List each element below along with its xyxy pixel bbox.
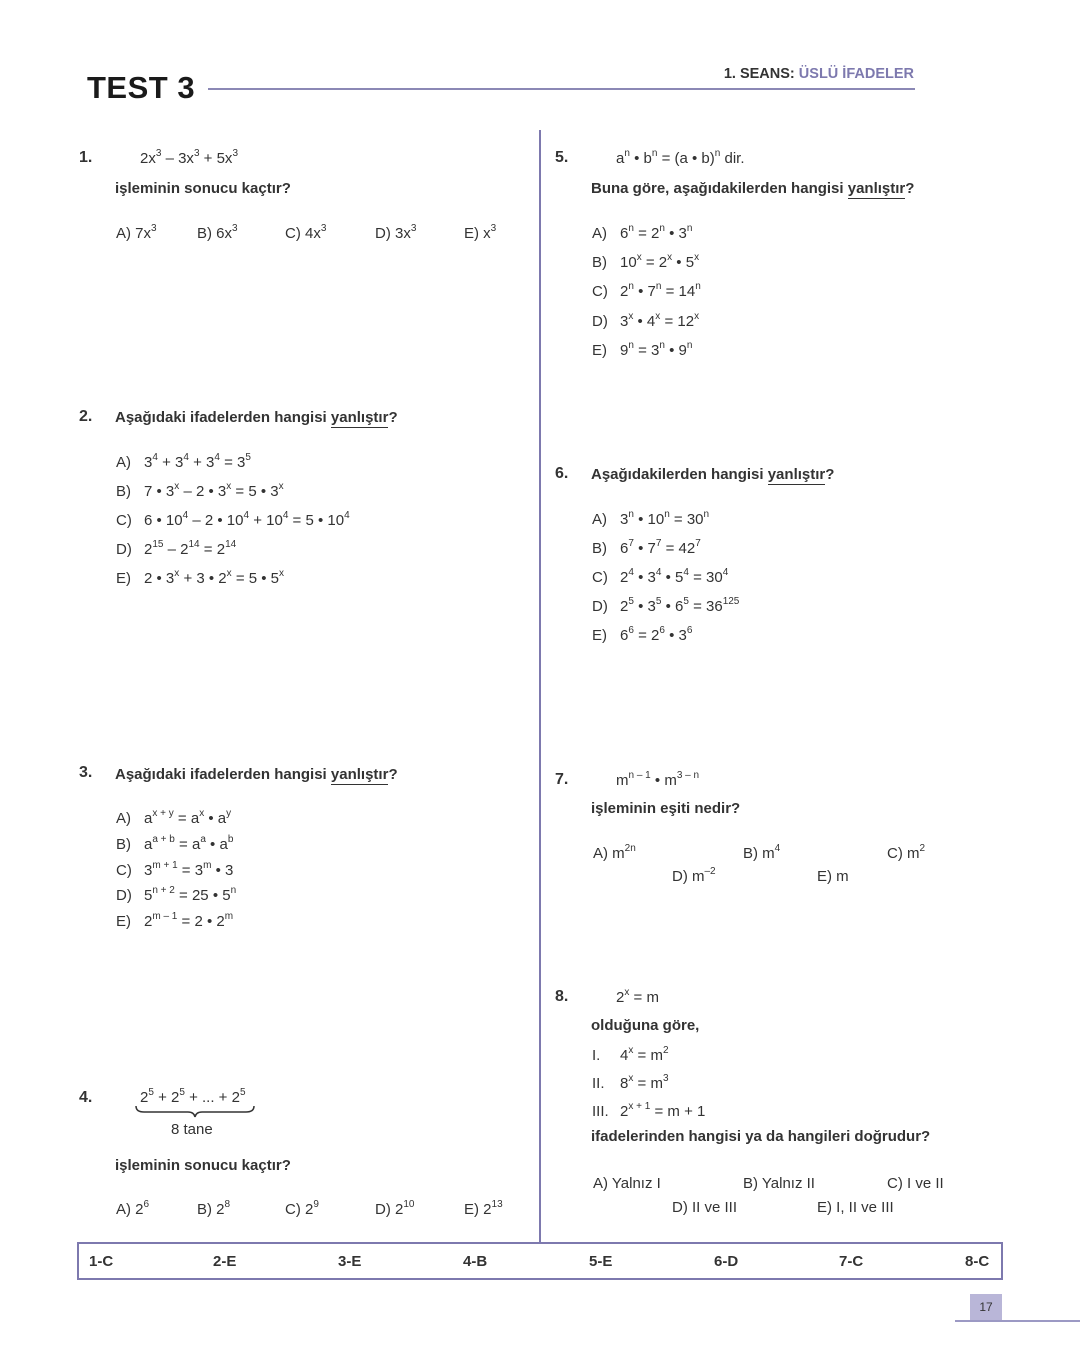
question-2-option-e[interactable]: E) 2 • $3^x + 3$ • $2^x = 5$ • 5$^x$ bbox=[116, 568, 285, 587]
question-3-option-d[interactable]: D) $5^{n + 2} = 25$ • 5$^n$ bbox=[116, 885, 237, 904]
question-3-option-c[interactable]: C) $3^{m + 1} = 3^m$ • 3 bbox=[116, 860, 234, 879]
answer-key-3: 3-E bbox=[338, 1253, 362, 1270]
question-1-option-a[interactable]: A) $7x^3$ bbox=[116, 223, 157, 242]
question-6-option-b[interactable]: B) $6^7$ • $7^7 = 42^7$ bbox=[592, 538, 701, 557]
question-7-option-d[interactable]: D) $m^{-2}$ bbox=[672, 866, 716, 885]
page-number: 17 bbox=[970, 1294, 1002, 1320]
question-5-option-d[interactable]: D) 3$^x$ • $4^x = 12^x$ bbox=[592, 311, 700, 330]
question-1-stem: işleminin sonucu kaçtır? bbox=[115, 180, 291, 197]
question-8-stem: ifadelerinden hangisi ya da hangileri doğrudur? bbox=[591, 1128, 931, 1145]
question-5-option-a[interactable]: A) $6^n = 2^n$ • 3$^n$ bbox=[592, 223, 693, 242]
question-5-option-b[interactable]: B) $10^x = 2^x$ • 5$^x$ bbox=[592, 252, 700, 271]
question-6-option-c[interactable]: C) $2^4$ • $3^4$ • $5^4 = 30^4$ bbox=[592, 567, 729, 586]
question-8-option-c[interactable]: C) I ve II bbox=[887, 1175, 944, 1192]
question-4-option-a[interactable]: A) $2^6$ bbox=[116, 1199, 150, 1218]
answer-key-4: 4-B bbox=[463, 1253, 488, 1270]
question-8-statement-2: II. $8^x = m^3$ bbox=[592, 1073, 669, 1092]
test-title: TEST 3 bbox=[87, 70, 196, 105]
question-7-option-b[interactable]: B) $m^4$ bbox=[743, 843, 781, 862]
question-4-option-d[interactable]: D) $2^{10}$ bbox=[375, 1199, 415, 1218]
question-7-number: 7. bbox=[555, 771, 569, 788]
question-7-expression: $m^{n - 1}$ • $m^{3 - n}$ bbox=[616, 770, 700, 789]
question-1-option-b[interactable]: B) $6x^3$ bbox=[197, 223, 238, 242]
question-3-option-b[interactable]: B) $a^{a + b} = a^a$ • $a^b$ bbox=[116, 834, 234, 853]
question-4-brace-label: 8 tane bbox=[171, 1121, 213, 1138]
question-8-given-tail: olduğuna göre, bbox=[591, 1017, 700, 1034]
question-3-option-e[interactable]: E) $2^{m - 1} = 2$ • 2$^m$ bbox=[116, 911, 234, 930]
answer-key-7: 7-C bbox=[839, 1253, 864, 1270]
answer-key-6: 6-D bbox=[714, 1253, 739, 1270]
question-6-option-a[interactable]: A) 3$^n$ • $10^n = 30^n$ bbox=[592, 509, 710, 528]
question-8-option-a[interactable]: A) Yalnız I bbox=[593, 1175, 661, 1192]
question-6-option-d[interactable]: D) $2^5$ • $3^5$ • $6^5 = 36^{125}$ bbox=[592, 596, 740, 615]
question-2-option-d[interactable]: D) $2^{15} - 2^{14} = 2^{14}$ bbox=[116, 539, 237, 558]
question-4-option-b[interactable]: B) $2^8$ bbox=[197, 1199, 231, 1218]
question-1-option-c[interactable]: C) $4x^3$ bbox=[285, 223, 327, 242]
question-3-option-a[interactable]: A) $a^{x + y} = a^x$ • $a^y$ bbox=[116, 808, 232, 827]
question-4-option-e[interactable]: E) $2^{13}$ bbox=[464, 1199, 503, 1218]
session-prefix: 1. SEANS: bbox=[723, 66, 795, 82]
question-4-number: 4. bbox=[79, 1089, 93, 1106]
question-5-premise: $a^n$ • $b^n = (a$ • b)$^n$ dir. bbox=[616, 148, 745, 167]
question-5-option-e[interactable]: E) $9^n = 3^n$ • 9$^n$ bbox=[592, 340, 693, 359]
question-8-given: $2^x = m$ bbox=[616, 987, 659, 1006]
question-8-option-b[interactable]: B) Yalnız II bbox=[743, 1175, 815, 1192]
answer-key-1: 1-C bbox=[89, 1253, 114, 1270]
question-2-number: 2. bbox=[79, 408, 93, 425]
question-7-option-e[interactable]: E) m bbox=[817, 868, 849, 885]
header-rule bbox=[208, 88, 915, 90]
question-6-stem: Aşağıdakilerden hangisi yanlıştır? bbox=[591, 466, 835, 483]
question-4-stem: işleminin sonucu kaçtır? bbox=[115, 1157, 291, 1174]
question-8-statement-3: III. $2^{x + 1} = m + 1$ bbox=[592, 1101, 706, 1120]
question-1-option-d[interactable]: D) $3x^3$ bbox=[375, 223, 417, 242]
question-2-option-b[interactable]: B) 7 • 3$^x$ – 2 • $3^x = 5$ • 3$^x$ bbox=[116, 481, 284, 500]
question-5-number: 5. bbox=[555, 149, 569, 166]
question-1-option-e[interactable]: E) $x^3$ bbox=[464, 223, 497, 242]
question-7-stem: işleminin eşiti nedir? bbox=[591, 800, 741, 817]
session-topic: ÜSLÜ İFADELER bbox=[798, 66, 914, 82]
question-4-option-c[interactable]: C) $2^9$ bbox=[285, 1199, 319, 1218]
question-5-option-c[interactable]: C) 2$^n$ • $7^n = 14^n$ bbox=[592, 281, 701, 300]
column-divider bbox=[539, 130, 541, 1242]
question-1-expression: $2x^3 - 3x^3 + 5x^3$ bbox=[140, 148, 238, 167]
question-2-option-c[interactable]: C) 6 • $10^4 - 2$ • $10^4 + 10^4 = 5$ • $10^4$ bbox=[116, 510, 350, 529]
question-2-option-a[interactable]: A) $3^4 + 3^4 + 3^4 = 3^5$ bbox=[116, 452, 251, 471]
page-number-rule bbox=[955, 1320, 1080, 1322]
underbrace-icon bbox=[134, 1104, 256, 1118]
question-3-number: 3. bbox=[79, 764, 93, 781]
question-5-stem: Buna göre, aşağıdakilerden hangisi yanlıştır? bbox=[591, 180, 915, 197]
question-4-expression: $2^5 + 2^5$ + ... + $2^5$ bbox=[140, 1087, 246, 1106]
question-6-number: 6. bbox=[555, 465, 569, 482]
question-8-option-d[interactable]: D) II ve III bbox=[672, 1199, 738, 1216]
session-label bbox=[724, 66, 914, 82]
question-8-number: 8. bbox=[555, 988, 569, 1005]
question-7-option-c[interactable]: C) $m^2$ bbox=[887, 843, 926, 862]
answer-key-5: 5-E bbox=[589, 1253, 613, 1270]
answer-key-2: 2-E bbox=[213, 1253, 237, 1270]
question-6-option-e[interactable]: E) $6^6 = 2^6$ • $3^6$ bbox=[592, 625, 693, 644]
question-8-statement-1: I. $4^x = m^2$ bbox=[592, 1045, 669, 1064]
question-2-stem: Aşağıdaki ifadelerden hangisi yanlıştır? bbox=[115, 409, 398, 426]
question-8-option-e[interactable]: E) I, II ve III bbox=[817, 1199, 894, 1216]
question-1-number: 1. bbox=[79, 149, 93, 166]
question-7-option-a[interactable]: A) $m^{2n}$ bbox=[593, 843, 636, 862]
question-3-stem: Aşağıdaki ifadelerden hangisi yanlıştır? bbox=[115, 766, 398, 783]
answer-key-8: 8-C bbox=[965, 1253, 990, 1270]
